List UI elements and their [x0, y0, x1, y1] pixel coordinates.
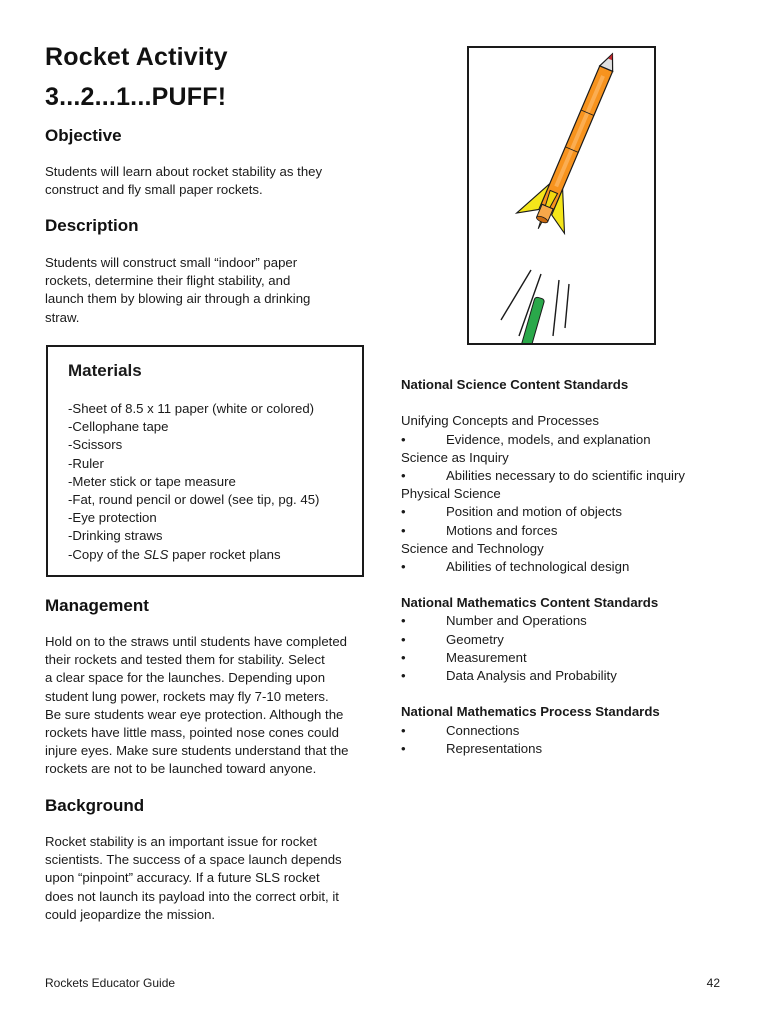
materials-item: -Ruler [68, 455, 104, 471]
materials-item: -Fat, round pencil or dowel (see tip, pg. 45) [68, 492, 320, 508]
materials-box [46, 345, 364, 577]
math-process-heading: National Mathematics Process Standards [401, 704, 660, 720]
management-line: rockets have little mass, pointed nose cones could [45, 725, 339, 741]
page-title: Rocket Activity [45, 43, 228, 71]
standard-bullet: • Motions and forces [401, 522, 558, 538]
background-line: does not launch its payload into the correct orbit, it [45, 888, 339, 904]
standard-bullet: • Evidence, models, and explanation [401, 431, 651, 447]
materials-item: -Eye protection [68, 510, 157, 526]
background-line: Rocket stability is an important issue for rocket [45, 834, 317, 849]
management-line: injure eyes. Make sure students understand that the [45, 743, 349, 759]
materials-item: -Scissors [68, 437, 123, 453]
description-line: Students will construct small “indoor” paper [45, 255, 298, 270]
objective-heading: Objective [45, 126, 122, 145]
management-line: their rockets and tested them for stability. Select [45, 652, 325, 668]
page-subtitle: 3...2...1...PUFF! [45, 83, 227, 111]
description-line: launch them by blowing air through a drinking [45, 291, 311, 307]
management-line: student lung power, rockets may fly 7-10 meters. [45, 688, 329, 704]
background-line: upon “pinpoint” accuracy. If a future SLS rocket [45, 870, 320, 886]
standard-label: Unifying Concepts and Processes [401, 413, 599, 429]
materials-item: -Drinking straws [68, 528, 163, 544]
background-text [45, 833, 370, 924]
standard-bullet: • Position and motion of objects [401, 504, 622, 520]
management-line: Hold on to the straws until students have completed [45, 634, 348, 649]
management-line: rockets are not to be launched toward anyone. [45, 761, 317, 777]
materials-item: -Sheet of 8.5 x 11 paper (white or colored) [68, 401, 315, 416]
description-heading: Description [45, 216, 139, 235]
rocket-illustration-frame [467, 46, 656, 345]
materials-item: -Meter stick or tape measure [68, 473, 236, 489]
objective-line: Students will learn about rocket stability as they [45, 164, 323, 179]
standard-bullet: • Abilities necessary to do scientific inquiry [401, 467, 685, 483]
background-line: scientists. The success of a space launch depends [45, 852, 342, 868]
spacer [401, 685, 741, 703]
page-number: 42 [706, 976, 720, 990]
management-line: a clear space for the launches. Depending upon [45, 670, 326, 686]
materials-item: -Cellophane tape [68, 419, 169, 435]
management-text [45, 633, 375, 779]
paper-rocket [514, 48, 636, 239]
management-line: Be sure students wear eye protection. Although the [45, 706, 344, 722]
standard-bullet: • Data Analysis and Probability [401, 668, 617, 683]
objective-text [45, 163, 370, 199]
standard-bullet: • Number and Operations [401, 613, 587, 629]
standard-bullet: • Measurement [401, 649, 527, 665]
background-heading: Background [45, 796, 145, 815]
standards-column [401, 376, 741, 758]
materials-list [68, 400, 319, 564]
background-line: could jeopardize the mission. [45, 906, 216, 922]
standard-bullet: • Representations [401, 740, 543, 756]
standard-bullet: • Geometry [401, 631, 504, 647]
description-line: straw. [45, 309, 80, 325]
spacer [401, 576, 741, 594]
science-standards-heading: National Science Content Standards [401, 377, 629, 392]
standard-label: Science as Inquiry [401, 449, 509, 465]
standard-label: Science and Technology [401, 540, 544, 556]
description-line: rockets, determine their flight stability, and [45, 273, 291, 289]
management-heading: Management [45, 596, 149, 615]
standard-label: Physical Science [401, 486, 501, 502]
math-content-heading: National Mathematics Content Standards [401, 595, 659, 611]
standard-bullet: • Abilities of technological design [401, 558, 630, 574]
description-text [45, 254, 370, 327]
standard-bullet: • Connections [401, 722, 520, 738]
materials-heading: Materials [68, 361, 142, 380]
rocket-illustration [469, 48, 654, 343]
objective-line: construct and fly small paper rockets. [45, 182, 263, 198]
spacer [401, 394, 741, 412]
footer-guide-title: Rockets Educator Guide [45, 976, 176, 990]
materials-item: -Copy of the SLS paper rocket plans [68, 546, 281, 562]
